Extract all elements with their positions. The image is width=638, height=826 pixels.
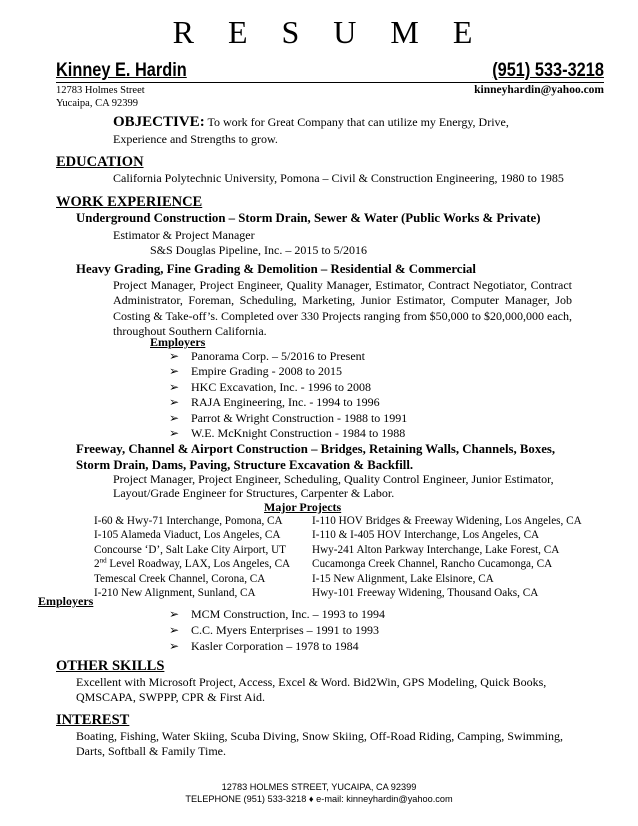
list-item: Temescal Creek Channel, Corona, CA [94, 572, 266, 585]
phone-number: (951) 533-3218 [492, 60, 604, 81]
address-line-1: 12783 Holmes Street [56, 85, 145, 96]
arrow-bullet-icon: ➢ [169, 639, 180, 654]
name-bar [56, 60, 604, 83]
freeway-desc-1: Project Manager, Project Engineer, Scheduling, Quality Control Engineer, Junior Estimator, [113, 472, 554, 486]
interest-line-1: Boating, Fishing, Water Skiing, Scuba Diving, Snow Skiing, Off-Road Riding, Camping, Swimming, [76, 729, 563, 743]
list-item: I-110 HOV Bridges & Freeway Widening, Los Angeles, CA [312, 515, 582, 527]
freeway-title-2: Storm Drain, Dams, Paving, Structure Excavation & Backfill. [76, 458, 414, 472]
list-item: ➢ MCM Construction, Inc. – 1993 to 1994 [169, 607, 385, 621]
candidate-name: Kinney E. Hardin [56, 60, 187, 81]
list-item: ➢ Panorama Corp. – 5/2016 to Present [169, 349, 365, 363]
projects-left-column [94, 514, 290, 600]
resume-title: R E S U M E [172, 14, 486, 50]
list-item: ➢ Empire Grading - 2008 to 2015 [169, 364, 342, 379]
list-item: ➢ HKC Excavation, Inc. - 1996 to 2008 [169, 379, 371, 394]
list-item: Hwy-241 Alton Parkway Interchange, Lake Forest, CA [312, 543, 560, 556]
list-item: Hwy-101 Freeway Widening, Thousand Oaks, CA [312, 587, 539, 600]
objective-text-1: To work for Great Company that can utilize my Energy, Drive, [204, 115, 509, 129]
underground-title: Underground Construction – Storm Drain, Sewer & Water (Public Works & Private) [76, 211, 541, 225]
address-line-2: Yucaipa, CA 92399 [56, 98, 138, 109]
interest-heading: INTEREST [56, 712, 130, 728]
education-text: California Polytechnic University, Pomona – Civil & Construction Engineering, 1980 to 1985 [113, 171, 564, 185]
email-address[interactable]: kinneyhardin@yahoo.com [474, 84, 604, 96]
objective-line-1 [113, 114, 509, 131]
grading-description: Project Manager, Project Engineer, Quality Manager, Estimator, Contract Negotiator, Contract Administrator, Foreman, Scheduling, Marketing, Junior Estimator, Computer Manager, Job Costing & Take-off’s. Completed over 330 Projects ranging from $50,000 to $20,000,000 each, throughout Southern California. [113, 278, 572, 339]
list-item: Cucamonga Creek Channel, Rancho Cucamonga, CA [312, 558, 553, 571]
list-item: ➢ Parrot & Wright Construction - 1988 to 1991 [169, 410, 408, 425]
interest-line-2: Darts, Softball & Family Time. [76, 744, 227, 758]
freeway-employers-label: Employers [38, 594, 94, 608]
skills-line-2: QMSCAPA, SWPPP, CPR & First Aid. [76, 690, 265, 704]
skills-line-1: Excellent with Microsoft Project, Access, Excel & Word. Bid2Win, GPS Modeling, Quick Books, [76, 675, 547, 689]
major-projects-label: Major Projects [264, 500, 342, 514]
footer-contact: TELEPHONE (951) 533-3218 ♦ e-mail: kinneyhardin@yahoo.com [185, 794, 453, 804]
list-item: I-105 Alameda Viaduct, Los Angeles, CA [94, 529, 281, 542]
arrow-bullet-icon: ➢ [169, 364, 180, 379]
projects-right-column [312, 514, 582, 600]
list-item: Concourse ‘D’, Salt Lake City Airport, UT [94, 543, 287, 556]
other-skills-heading: OTHER SKILLS [56, 658, 165, 674]
list-item: I-60 & Hwy-71 Interchange, Pomona, CA [94, 515, 283, 527]
objective-label: OBJECTIVE: [113, 114, 205, 130]
underground-employer: S&S Douglas Pipeline, Inc. – 2015 to 5/2016 [150, 243, 367, 257]
arrow-bullet-icon: ➢ [169, 623, 180, 638]
arrow-bullet-icon: ➢ [169, 395, 180, 410]
freeway-employers-list [169, 606, 385, 655]
list-item: ➢ C.C. Myers Enterprises – 1991 to 1993 [169, 623, 379, 638]
freeway-desc-2: Layout/Grade Engineer for Structures, Carpenter & Labor. [113, 486, 395, 500]
arrow-bullet-icon: ➢ [169, 379, 180, 394]
arrow-bullet-icon: ➢ [169, 607, 180, 621]
underground-role: Estimator & Project Manager [113, 228, 255, 242]
work-experience-heading: WORK EXPERIENCE [56, 194, 203, 210]
list-item: I-15 New Alignment, Lake Elsinore, CA [312, 572, 494, 585]
education-heading: EDUCATION [56, 154, 144, 170]
grading-title: Heavy Grading, Fine Grading & Demolition – Residential & Commercial [76, 262, 476, 276]
list-item: I-110 & I-405 HOV Interchange, Los Angeles, CA [312, 529, 540, 542]
list-item: 2nd Level Roadway, LAX, Los Angeles, CA [94, 556, 291, 571]
freeway-title-1: Freeway, Channel & Airport Construction – Bridges, Retaining Walls, Channels, Boxes, [76, 442, 556, 456]
list-item: ➢ Kasler Corporation – 1978 to 1984 [169, 639, 359, 654]
grading-employers-list [169, 349, 407, 441]
grading-employers-label: Employers [150, 335, 206, 349]
arrow-bullet-icon: ➢ [169, 410, 180, 425]
objective-line-2: Experience and Strengths to grow. [113, 132, 278, 146]
list-item: ➢ RAJA Engineering, Inc. - 1994 to 1996 [169, 395, 380, 410]
arrow-bullet-icon: ➢ [169, 349, 180, 363]
footer-address: 12783 HOLMES STREET, YUCAIPA, CA 92399 [221, 782, 417, 792]
list-item: I-210 New Alignment, Sunland, CA [94, 587, 256, 600]
list-item: ➢ W.E. McKnight Construction - 1984 to 1988 [169, 426, 406, 441]
arrow-bullet-icon: ➢ [169, 426, 180, 441]
